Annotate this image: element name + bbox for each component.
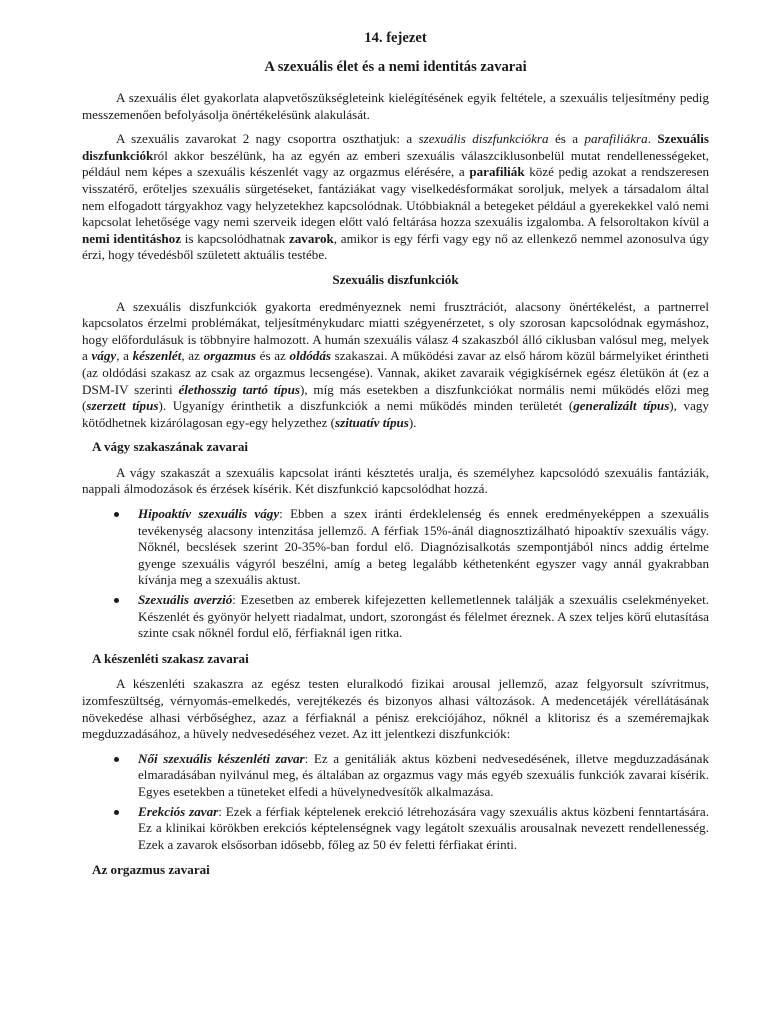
list-item-text: : Ebben a szex iránti érdeklelenség és ennek eredményeképpen a szexuális tevékenység alacsony intenzitása jellemző. A férfiak 15%-ánál diagnosztizálható hipoaktív szexuális vágy. Nőknél, becslések szerint 20-35%-ban fordul elő. Diagnózisalkotás szempontjából nincs addig értelme gyenge szexuális vágyról beszélni, amíg a beteg legalább kéthetenként egyszer vagy annál gyakrabban kívánja meg a szexuális aktust. (138, 506, 709, 588)
term-generalized-type: generalizált típus (573, 398, 670, 414)
term-acquired-type: szerzett típus (86, 398, 159, 414)
term-orgasm: orgazmus (203, 348, 256, 364)
list-item-term: Női szexuális készenléti zavar (138, 750, 305, 766)
chapter-number: 14. fejezet (364, 30, 427, 46)
list-item (138, 506, 709, 589)
section-heading-arousal: A készenléti szakasz zavarai (92, 650, 249, 666)
list-item-term: Erekciós zavar (138, 803, 219, 819)
term-paraphilias: parafiliák (469, 164, 525, 180)
term-arousal: készenlét (132, 348, 182, 364)
intro-paragraph: A szexuális élet gyakorlata alapvetőszükségleteink kielégítésének egyik feltétele, a szexuális teljesítmény pedig messzemenően befolyásolja önértékelésünk alakulását. (82, 90, 709, 122)
dysfunctions-paragraph: A szexuális diszfunkciók gyakorta eredményeznek nemi frusztrációt, alacsony önértékelést, a partnerrel kapcsolatos érzelmi problémákat, teljesítménykudarc miatti szégyenérzetet, s oly szorosan kapcsolódnak egymáshoz, hogy előfordulásuk is többnyire halmozott. A humán szexuális válasz 4 szakaszból álló ciklusban valósul meg, melyek a vágy, a készenlét, az orgazmus és az oldódás szakaszai. A működési zavar az első három közül bármelyiket érintheti (az oldódási szakasz az csak az orgazmus lecsengése). Vannak, akiket zavaraik végigkísérnek egész életükön át (ez a DSM-IV szerinti élethosszig tartó típus), míg más esetekben a diszfunkciókat normális nemi működés előzi meg (szerzett típus). Ugyanígy érinthetik a diszfunkciók a nemi működés minden területét (generalizált típus), vagy kötődhetnek kizárólagosan egy-egy helyzethez (szituatív típus). (82, 298, 709, 430)
term-sexual-dysfunctions: Szexuális diszfunkciók (82, 131, 709, 163)
section-heading-dysfunctions: Szexuális diszfunkciók (332, 271, 459, 287)
list-item-text: : Ez a genitáliák aktus közbeni nedvesedésének, illetve megduzzadásának elmaradásában nyilvánul meg, és általában az orgazmus vagy más egyéb szexuális funkciók zavarai kísérik. Egyes esetekben a tüneteket elfedi a hüvelynedvesítők alkalmazása. (138, 750, 709, 799)
list-item (138, 592, 709, 642)
term-resolution: oldódás (289, 348, 331, 364)
list-item-term: Hipoaktív szexuális vágy (138, 506, 280, 522)
arousal-disorders-list (82, 751, 709, 854)
arousal-paragraph: A készenléti szakaszra az egész testen eluralkodó fizikai arousal jellemző, azaz felgyorsult szívritmus, izomfeszültség, vérnyomás-emelkedés, verejtékezés és bizonyos alhasi változások. A medencetájék vérellátásának növekedése alhasi vérbőséghez, azaz a férfiaknál a pénisz erekciójához, nőknél a klitorisz és a szeméremajkak megduzzadásához, a hüvely nedvesedéséhez vezet. Az itt jelentkezi diszfunkciók: (82, 676, 709, 742)
bullet-icon (114, 598, 119, 603)
bullet-icon (114, 757, 119, 762)
bullet-icon (114, 810, 119, 815)
section-heading-desire: A vágy szakaszának zavarai (92, 439, 249, 455)
list-item-text: : Ezek a férfiak képtelenek erekció létrehozására vagy szexuális aktus közbeni fenntartására. Ez a klinikai körökben erekciós képtelenségnek vagy legátolt szexuális arousalnak nevezett rendellenesség. Ezek a zavarok elsősorban idősebb, főleg az 50 év feletti férfiakat érinti. (138, 803, 709, 852)
term-disorders: zavarok (288, 230, 334, 246)
desire-disorders-list (82, 506, 709, 642)
chapter-title: A szexuális élet és a nemi identitás zavarai (264, 59, 527, 75)
term-paraphilias-em: parafiliákra (584, 131, 648, 147)
list-item-text: : Ezesetben az emberek kifejezetten kellemetlennek találják a szexuális cselekményeket. Készenlét és gyönyör helyett riadalmat, undort, szorongást és félelmet éreznek. A szex teljes körű elutasítása szinte csak nőknél fordul elő, férfiaknál igen ritka. (138, 592, 709, 641)
list-item-term: Szexuális averzió (138, 592, 233, 608)
desire-paragraph: A vágy szakaszát a szexuális kapcsolat iránti késztetés uralja, és személyhez kapcsolódó szexuális fantáziák, nappali álmodozások és érzések kísérik. Két diszfunkció kapcsolódhat hozzá. (82, 464, 709, 497)
term-situational-type: szituatív típus (335, 414, 409, 430)
term-gender-identity: nemi identitáshoz (82, 230, 182, 246)
bullet-icon (114, 512, 119, 517)
term-desire: vágy (91, 348, 117, 364)
list-item (138, 751, 709, 801)
list-item (138, 804, 709, 854)
classification-paragraph: A szexuális zavarokat 2 nagy csoportra oszthatjuk: a szexuális diszfunkciókra és a parafiliákra. Szexuális diszfunkciókról akkor beszélünk, ha az egyén az emberi szexuális válaszciklusonbelül mutat rendellenességeket, például nem képes a szexuális készenlét vagy az orgazmus elérésére, a parafiliák közé pedig azokat a rendszeresen visszatérő, erőteljes szexuális sürgetéseket, fantáziákat vagy viselkedésformákat soroljuk, melyek a társadalom által nem elfogadott tárgyakhoz vagy helyzetekhez kapcsolódnak. Utóbbiaknál a betegeket például a gyerekekkel való nemi kapcsolat lehetősége vagy nemi szerveik idegen előtt való feltárása hozza szexuális izgalomba. A felsoroltakon kívül a nemi identitáshoz is kapcsolódhatnak zavarok, amikor is egy férfi vagy egy nő az ellenkező nemmel azonosulva úgy érzi, hogy tévedésből született aktuális testébe. (82, 131, 710, 263)
section-heading-orgasm: Az orgazmus zavarai (92, 862, 210, 878)
term-sexual-dysfunctions-em: szexuális diszfunkciókra (418, 131, 549, 147)
term-lifelong-type: élethosszig tartó típus (178, 381, 300, 397)
